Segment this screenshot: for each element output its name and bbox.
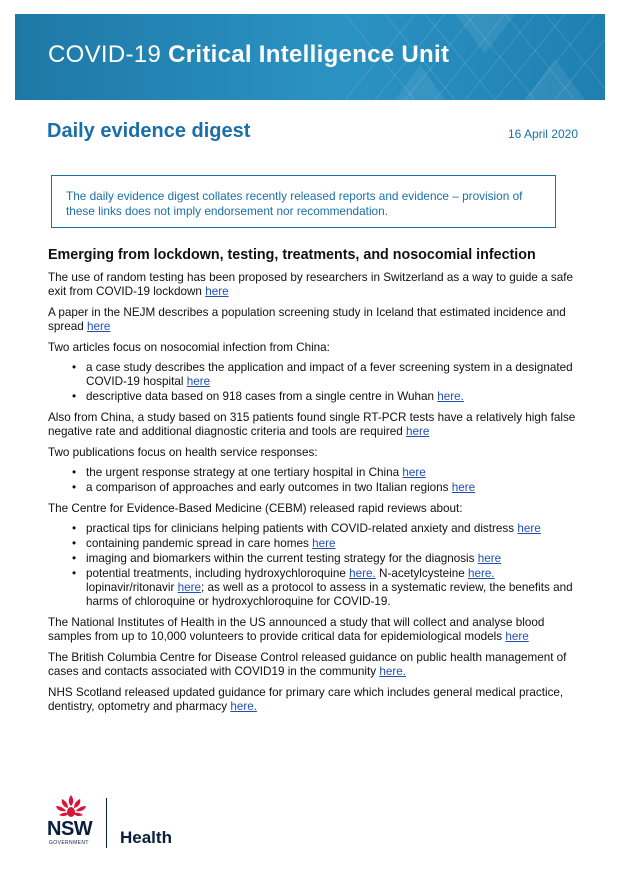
link-hydroxychloroquine[interactable]: here. bbox=[349, 567, 376, 580]
nsw-health-logo bbox=[47, 793, 197, 853]
list-item-text: a comparison of approaches and early outcomes in two Italian regions bbox=[86, 481, 449, 494]
list-item-text: imaging and biomarkers within the current testing strategy for the diagnosis bbox=[86, 552, 475, 565]
list-item bbox=[48, 537, 576, 551]
list-item-text: lopinavir/ritonavir bbox=[86, 581, 175, 594]
list-item bbox=[48, 522, 576, 536]
paragraph-text: A paper in the NEJM describes a population screening study in Iceland that estimated incidence and spread bbox=[48, 306, 566, 333]
unit-title-bold: Critical Intelligence Unit bbox=[168, 41, 450, 68]
link-tertiary-hospital[interactable]: here bbox=[402, 466, 426, 479]
paragraph-random-testing bbox=[48, 271, 576, 299]
digest-content bbox=[48, 246, 576, 721]
paragraph-bccdc bbox=[48, 651, 576, 679]
list-item-text: N-acetylcysteine bbox=[379, 567, 465, 580]
unit-title-light: COVID-19 bbox=[48, 41, 169, 68]
link-n-acetylcysteine[interactable]: here. bbox=[468, 567, 495, 580]
list-item-text: containing pandemic spread in care homes bbox=[86, 537, 309, 550]
link-lopinavir-ritonavir[interactable]: here bbox=[177, 581, 201, 594]
link-imaging-biomarkers[interactable]: here bbox=[477, 552, 502, 565]
paragraph-text: NHS Scotland released updated guidance for primary care which includes general medical practice, dentistry, optometry and pharmacy bbox=[48, 686, 564, 713]
header-banner bbox=[15, 14, 605, 100]
paragraph-nhs-scotland bbox=[48, 686, 576, 714]
paragraph-text: The National Institutes of Health in the US announced a study that will collect and analyse blood samples from up to 10,000 volunteers to provide critical data for epidemiological models bbox=[48, 616, 545, 643]
list-item bbox=[48, 567, 576, 609]
page-title: Daily evidence digest bbox=[47, 120, 251, 142]
link-random-testing[interactable]: here bbox=[205, 285, 229, 298]
link-rt-pcr[interactable]: here bbox=[406, 425, 430, 438]
link-care-homes[interactable]: here bbox=[312, 537, 336, 550]
logo-divider bbox=[106, 798, 107, 848]
list-nosocomial bbox=[48, 361, 576, 404]
list-item bbox=[48, 552, 576, 566]
list-item-text: a case study describes the application and impact of a fever screening system in a designated COVID-19 hospital bbox=[86, 361, 573, 388]
logo-health-text: Health bbox=[120, 828, 172, 847]
paragraph-cebm: The Centre for Evidence-Based Medicine (CEBM) released rapid reviews about: bbox=[48, 502, 463, 515]
link-fever-screening[interactable]: here bbox=[186, 375, 211, 388]
list-item-text: ; as well as a protocol to assess in a systematic review, the benefits and harms of chloroquine or hydroxychloroquine for COVID-19. bbox=[86, 581, 573, 608]
digest-date: 16 April 2020 bbox=[507, 127, 578, 141]
list-item bbox=[48, 390, 576, 404]
unit-title bbox=[48, 41, 449, 69]
list-item-text: the urgent response strategy at one tertiary hospital in China bbox=[86, 466, 400, 479]
section-heading: Emerging from lockdown, testing, treatments, and nosocomial infection bbox=[48, 247, 536, 263]
link-bccdc-guidance[interactable]: here. bbox=[379, 665, 406, 678]
list-cebm bbox=[48, 522, 576, 609]
link-nejm-iceland[interactable]: here bbox=[87, 320, 111, 333]
list-item bbox=[48, 466, 576, 480]
list-health-service bbox=[48, 466, 576, 495]
paragraph-text: Also from China, a study based on 315 patients found single RT-PCR tests have a relatively high false negative rate and additional diagnostic criteria and tools are required bbox=[48, 411, 576, 438]
paragraph-rt-pcr bbox=[48, 411, 576, 439]
list-item-text: descriptive data based on 918 cases from a single centre in Wuhan bbox=[86, 390, 435, 403]
paragraph-health-service: Two publications focus on health service responses: bbox=[48, 446, 318, 459]
logo-nsw-text: NSW bbox=[47, 818, 93, 840]
paragraph-nih bbox=[48, 616, 576, 644]
logo-government-text: GOVERNMENT bbox=[49, 840, 89, 846]
list-item-text: potential treatments, including hydroxychloroquine bbox=[86, 567, 346, 580]
list-item bbox=[48, 481, 576, 495]
paragraph-nejm-iceland bbox=[48, 306, 576, 334]
link-nhs-scotland[interactable]: here. bbox=[230, 700, 257, 713]
disclaimer-notice: The daily evidence digest collates recently released reports and evidence – provision of these links does not imply endorsement nor recommendation. bbox=[51, 175, 556, 228]
paragraph-nosocomial: Two articles focus on nosocomial infection from China: bbox=[48, 341, 330, 354]
link-italian-regions[interactable]: here bbox=[451, 481, 476, 494]
link-anxiety-tips[interactable]: here bbox=[517, 522, 541, 535]
link-wuhan-cases[interactable]: here. bbox=[437, 390, 464, 403]
paragraph-text: The British Columbia Centre for Disease Control released guidance on public health management of cases and contacts associated with COVID19 in the community bbox=[48, 651, 567, 678]
link-nih-study[interactable]: here bbox=[505, 630, 529, 643]
paragraph-text: The use of random testing has been proposed by researchers in Switzerland as a way to guide a safe exit from COVID-19 lockdown bbox=[48, 271, 573, 298]
list-item-text: practical tips for clinicians helping patients with COVID-related anxiety and distress bbox=[86, 522, 515, 535]
list-item bbox=[48, 361, 576, 389]
